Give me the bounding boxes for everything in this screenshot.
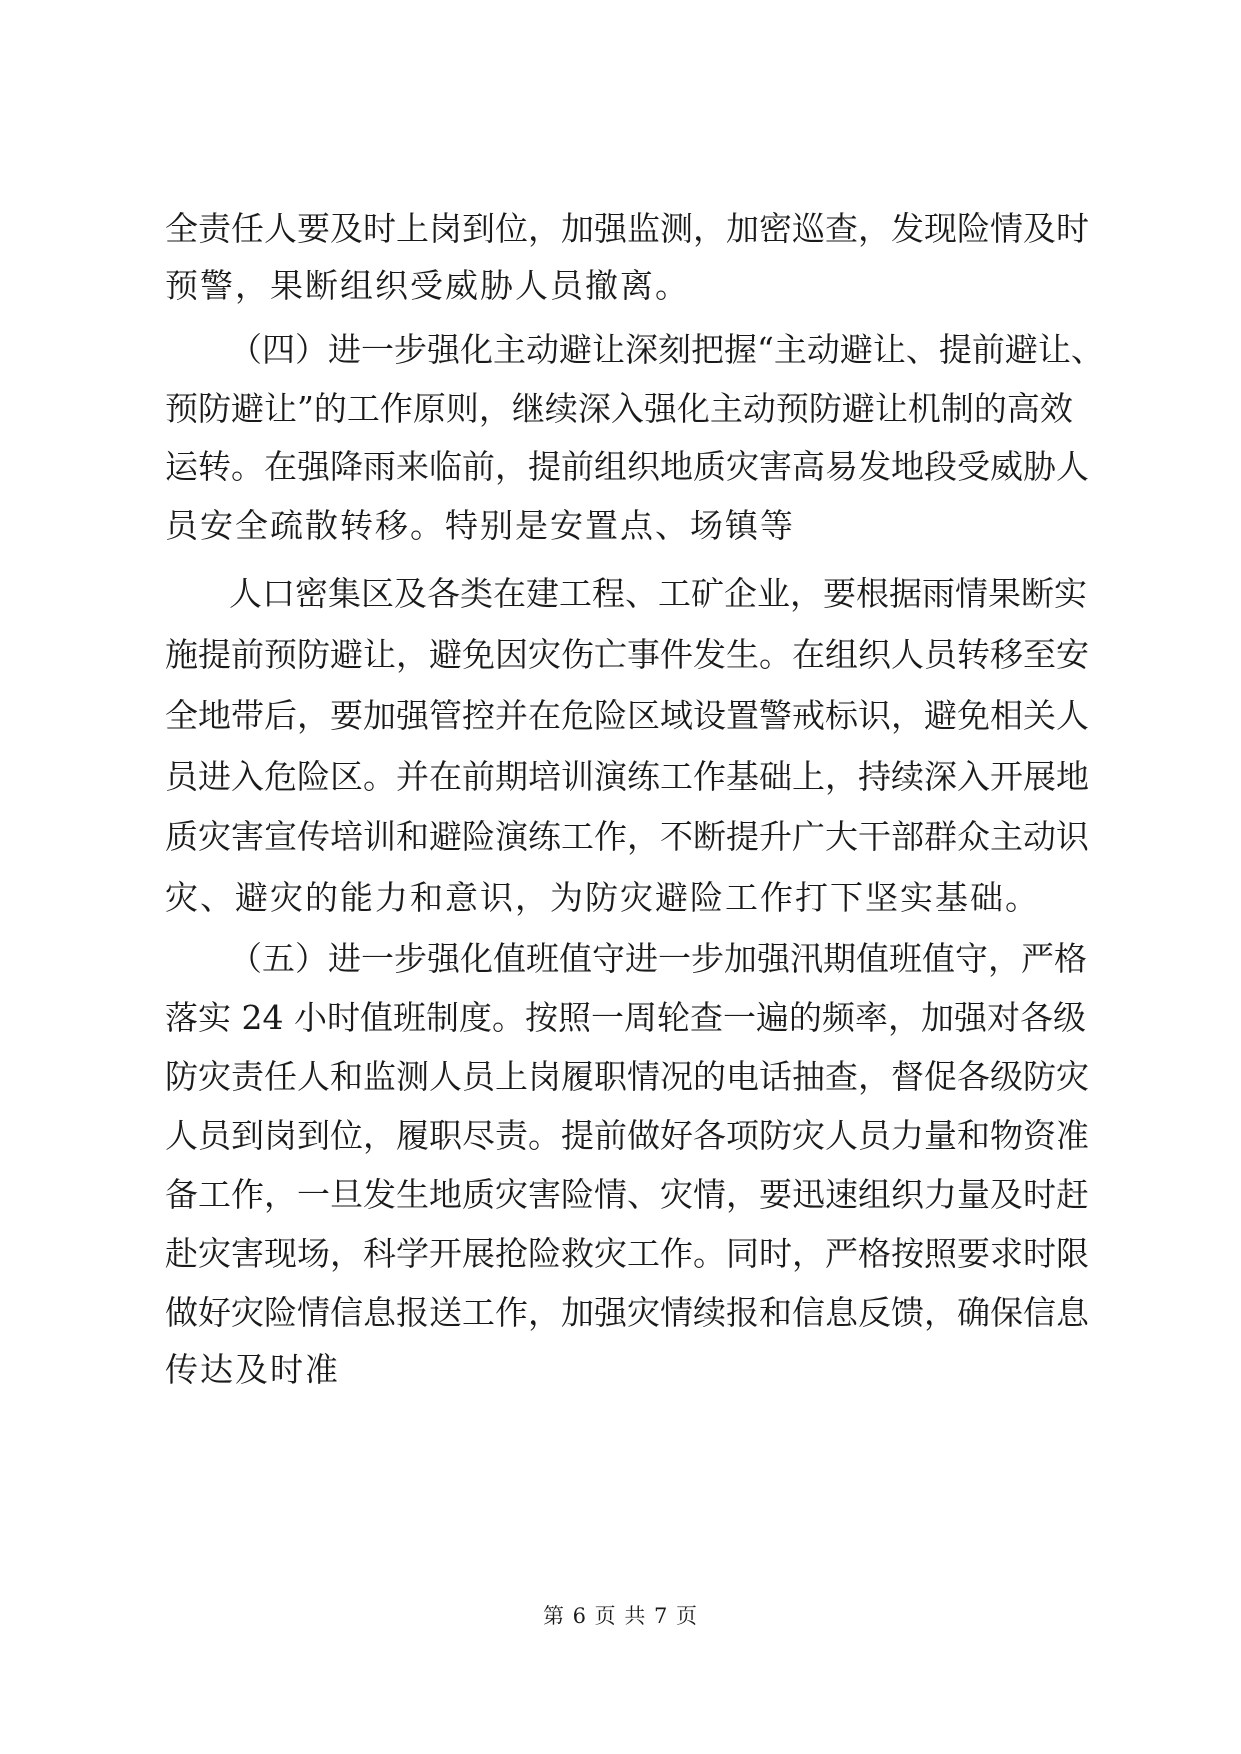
text-line-16: 人员到岗到位，履职尽责。提前做好各项防灾人员力量和物资准: [165, 1116, 1089, 1155]
text-line-10: 员进入危险区。并在前期培训演练工作基础上，持续深入开展地: [165, 757, 1089, 796]
text-line-17: 备工作，一旦发生地质灾害险情、灾情，要迅速组织力量及时赶: [165, 1175, 1089, 1214]
text-line-20: 传达及时准: [165, 1350, 340, 1389]
text-line-7: 人口密集区及各类在建工程、工矿企业，要根据雨情果断实: [229, 574, 1087, 613]
text-line-12: 灾、避灾的能力和意识，为防灾避险工作打下坚实基础。: [165, 878, 1040, 917]
text-line-6: 员安全疏散转移。特别是安置点、场镇等: [165, 506, 795, 545]
text-line-19: 做好灾险情信息报送工作，加强灾情续报和信息反馈，确保信息: [165, 1293, 1089, 1332]
text-line-1: 全责任人要及时上岗到位，加强监测，加密巡查，发现险情及时: [165, 209, 1089, 248]
text-line-2: 预警，果断组织受威胁人员撤离。: [165, 266, 690, 305]
text-line-15: 防灾责任人和监测人员上岗履职情况的电话抽查，督促各级防灾: [165, 1057, 1089, 1096]
text-line-13: （五）进一步强化值班值守进一步加强汛期值班值守，严格: [229, 939, 1087, 978]
text-line-11: 质灾害宣传培训和避险演练工作，不断提升广大干部群众主动识: [165, 817, 1089, 856]
text-line-8: 施提前预防避让，避免因灾伤亡事件发生。在组织人员转移至安: [165, 635, 1089, 674]
text-line-18: 赴灾害现场，科学开展抢险救灾工作。同时，严格按照要求时限: [165, 1234, 1089, 1273]
text-line-4: 预防避让”的工作原则，继续深入强化主动预防避让机制的高效: [165, 389, 1073, 428]
text-line-9: 全地带后，要加强管控并在危险区域设置警戒标识，避免相关人: [165, 696, 1089, 735]
page-number-footer: 第 6 页 共 7 页: [542, 1604, 699, 1628]
text-line-3: （四）进一步强化主动避让深刻把握“主动避让、提前避让、: [229, 330, 1104, 369]
text-line-14: 落实 24 小时值班制度。按照一周轮查一遍的频率，加强对各级: [165, 998, 1086, 1037]
text-line-5: 运转。在强降雨来临前，提前组织地质灾害高易发地段受威胁人: [165, 447, 1089, 486]
